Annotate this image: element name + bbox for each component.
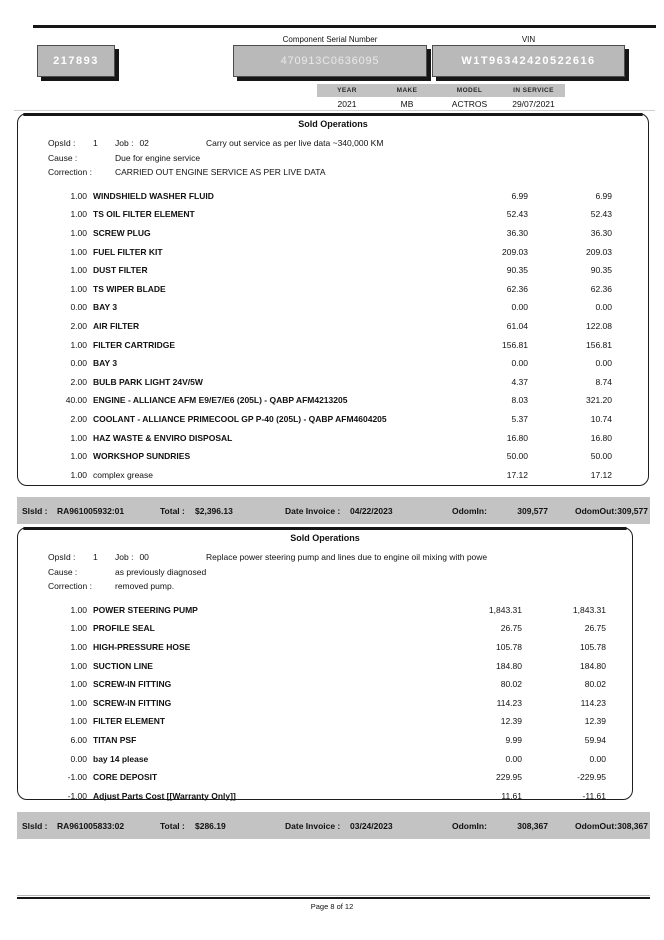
slsid-value: RA961005932:01 [57, 505, 125, 516]
job-label: Job : [115, 552, 134, 562]
item-description: BAY 3 [93, 358, 118, 369]
item-unit-price: 80.02 [500, 679, 522, 690]
item-description: SUCTION LINE [93, 660, 153, 671]
item-unit-price: 105.78 [496, 641, 522, 652]
item-quantity: 1.00 [70, 209, 87, 220]
item-row [18, 693, 632, 712]
item-unit-price: 184.80 [496, 660, 522, 671]
item-quantity: 40.00 [65, 395, 87, 406]
correction-value: CARRIED OUT ENGINE SERVICE AS PER LIVE DATA [115, 167, 326, 177]
correction-value: removed pump. [115, 581, 175, 591]
item-row [18, 712, 632, 731]
item-total-price: 184.80 [580, 660, 606, 671]
item-total-price: 90.35 [590, 265, 612, 276]
item-row [18, 601, 632, 620]
item-description: ENGINE - ALLIANCE AFM E9/E7/E6 (205L) - QABP AFM4213205 [93, 395, 348, 406]
correction-label: Correction : [48, 581, 92, 591]
item-total-price: 0.00 [589, 753, 606, 764]
item-quantity: 1.00 [70, 432, 87, 443]
item-quantity: 1.00 [70, 469, 87, 480]
item-description: FUEL FILTER KIT [93, 246, 163, 257]
item-total-price: 0.00 [595, 302, 612, 313]
section-title: Sold Operations [298, 119, 368, 129]
item-quantity: 1.00 [70, 265, 87, 276]
opsid-value: 1 [93, 138, 98, 148]
item-quantity: 1.00 [70, 283, 87, 294]
opsid-row [18, 136, 648, 151]
item-description: FILTER CARTRIDGE [93, 339, 176, 350]
date-invoice-label: Date Invoice : [285, 820, 341, 831]
total-label: Total : [160, 820, 185, 831]
date-invoice-value: 04/22/2023 [350, 505, 393, 516]
item-description: POWER STEERING PUMP [93, 604, 198, 615]
item-row [18, 447, 648, 466]
item-total-price: 36.30 [590, 227, 612, 238]
item-description: SCREW-IN FITTING [93, 697, 172, 708]
item-total-price: 321.20 [586, 395, 612, 406]
unit-number-value: 217893 [53, 55, 99, 67]
item-quantity: 0.00 [70, 358, 87, 369]
item-row [18, 205, 648, 224]
item-description: FILTER ELEMENT [93, 716, 166, 727]
slsid-label: SlsId : [22, 505, 48, 516]
item-unit-price: 156.81 [502, 339, 528, 350]
vin-value: W1T96342420522616 [461, 55, 596, 67]
slsid-value: RA961005833:02 [57, 820, 125, 831]
item-description: HIGH-PRESSURE HOSE [93, 641, 191, 652]
item-row [18, 619, 632, 638]
item-row [18, 335, 648, 354]
operation-meta [18, 136, 648, 180]
item-row [18, 410, 648, 429]
item-description: COOLANT - ALLIANCE PRIMECOOL GP P-40 (205L) - QABP AFM4604205 [93, 413, 387, 424]
item-description: SCREW PLUG [93, 227, 151, 238]
item-unit-price: 9.99 [505, 734, 522, 745]
item-quantity: -1.00 [67, 772, 87, 783]
invoice-summary-bar-1 [17, 497, 650, 524]
footer-rule-gray [17, 895, 650, 896]
item-unit-price: 0.00 [511, 302, 528, 313]
item-total-price: 1,843.31 [572, 604, 606, 615]
sold-operations-section-2 [17, 527, 633, 800]
component-serial-box [233, 45, 427, 77]
item-description: AIR FILTER [93, 320, 140, 331]
item-total-price: 114.23 [580, 697, 606, 708]
item-row [18, 749, 632, 768]
invoice-summary-bar-2 [17, 812, 650, 839]
item-row [18, 428, 648, 447]
cause-value: as previously diagnosed [115, 566, 207, 577]
job-label: Job : [115, 138, 134, 148]
item-description: TS OIL FILTER ELEMENT [93, 209, 195, 220]
footer-rule-black [17, 897, 650, 899]
item-total-price: 62.36 [590, 283, 612, 294]
cause-value: Due for engine service [115, 152, 201, 163]
item-description: SCREW-IN FITTING [93, 679, 172, 690]
correction-row [18, 579, 632, 594]
item-total-price: 209.03 [586, 246, 612, 257]
item-quantity: 1.00 [70, 190, 87, 201]
item-unit-price: 12.39 [500, 716, 522, 727]
opsid-value: 1 [93, 552, 98, 562]
item-row [18, 638, 632, 657]
vehicle-col-make: MAKE [396, 87, 418, 94]
item-total-price: -229.95 [577, 772, 606, 783]
item-unit-price: 50.00 [506, 451, 528, 462]
item-total-price: 80.02 [584, 679, 606, 690]
item-quantity: 1.00 [70, 697, 87, 708]
item-quantity: 1.00 [70, 679, 87, 690]
item-quantity: -1.00 [67, 790, 87, 801]
date-invoice-label: Date Invoice : [285, 505, 341, 516]
date-invoice-value: 03/24/2023 [350, 820, 393, 831]
items-list [18, 187, 648, 485]
item-row [18, 675, 632, 694]
item-row [18, 187, 648, 206]
item-total-price: 16.80 [590, 432, 612, 443]
vehicle-info-table [317, 84, 565, 111]
vehicle-col-model: MODEL [456, 87, 483, 94]
item-total-price: 156.81 [586, 339, 612, 350]
item-total-price: 10.74 [590, 413, 612, 424]
item-row [18, 279, 648, 298]
item-unit-price: 1,843.31 [488, 604, 522, 615]
item-description: PROFILE SEAL [93, 623, 155, 634]
item-quantity: 1.00 [70, 246, 87, 257]
item-row [18, 391, 648, 410]
vehicle-col-year: YEAR [337, 87, 357, 94]
job-description: Replace power steering pump and lines due to engine oil mixing with powe [206, 552, 488, 562]
item-quantity: 1.00 [70, 660, 87, 671]
item-unit-price: 61.04 [506, 320, 528, 331]
cause-row [18, 565, 632, 580]
item-description: WINDSHIELD WASHER FLUID [93, 190, 214, 201]
correction-row [18, 165, 648, 180]
component-serial-label: Component Serial Number [282, 35, 378, 44]
item-unit-price: 17.12 [506, 469, 528, 480]
item-unit-price: 16.80 [506, 432, 528, 443]
item-row [18, 656, 632, 675]
cause-label: Cause : [48, 152, 78, 163]
item-unit-price: 209.03 [502, 246, 528, 257]
item-total-price: 12.39 [584, 716, 606, 727]
item-row [18, 224, 648, 243]
item-row [18, 354, 648, 373]
item-total-price: 122.08 [586, 320, 612, 331]
page-number: Page 8 of 12 [310, 902, 354, 911]
item-row [18, 465, 648, 484]
total-label: Total : [160, 505, 185, 516]
cause-row [18, 151, 648, 166]
correction-label: Correction : [48, 167, 92, 177]
item-quantity: 1.00 [70, 716, 87, 727]
job-value: 00 [139, 552, 149, 562]
item-quantity: 1.00 [70, 227, 87, 238]
item-quantity: 2.00 [70, 320, 87, 331]
item-row [18, 298, 648, 317]
item-description: CORE DEPOSIT [93, 772, 158, 783]
item-quantity: 2.00 [70, 376, 87, 387]
item-total-price: 6.99 [595, 190, 612, 201]
item-unit-price: 0.00 [511, 358, 528, 369]
opsid-row [18, 550, 632, 565]
item-unit-price: 52.43 [506, 209, 528, 220]
odom-out-value: 308,367 [617, 820, 648, 831]
odom-out-label: OdomOut: [575, 505, 618, 516]
item-unit-price: 8.03 [511, 395, 528, 406]
item-quantity: 1.00 [70, 339, 87, 350]
vehicle-col-in-service: IN SERVICE [513, 87, 554, 94]
item-row [18, 317, 648, 336]
vehicle-in-service: 29/07/2021 [512, 99, 555, 109]
odom-in-label: OdomIn: [452, 505, 487, 516]
slsid-label: SlsId : [22, 820, 48, 831]
top-rule [33, 25, 656, 28]
item-row [18, 786, 632, 805]
item-description: DUST FILTER [93, 265, 148, 276]
odom-out-label: OdomOut: [575, 820, 618, 831]
vehicle-model: ACTROS [451, 99, 488, 109]
vin-box [432, 45, 625, 77]
item-unit-price: 0.00 [505, 753, 522, 764]
item-description: Adjust Parts Cost [[Warranty Only]] [93, 790, 236, 801]
item-description: bay 14 please [93, 753, 149, 764]
item-quantity: 6.00 [70, 734, 87, 745]
header-divider [14, 110, 655, 111]
item-total-price: 50.00 [590, 451, 612, 462]
unit-number-box [37, 45, 115, 77]
item-row [18, 242, 648, 261]
total-value: $2,396.13 [195, 505, 233, 516]
item-quantity: 2.00 [70, 413, 87, 424]
item-row [18, 261, 648, 280]
item-quantity: 1.00 [70, 604, 87, 615]
component-serial-value: 470913C0636095 [280, 55, 380, 67]
item-total-price: 8.74 [595, 376, 612, 387]
item-unit-price: 6.99 [511, 190, 528, 201]
item-description: complex grease [93, 469, 154, 480]
odom-in-value: 308,367 [517, 820, 548, 831]
items-list [18, 601, 632, 806]
item-total-price: 0.00 [595, 358, 612, 369]
cause-label: Cause : [48, 566, 78, 577]
section-title: Sold Operations [290, 533, 360, 543]
item-row [18, 372, 648, 391]
vehicle-year: 2021 [337, 99, 357, 109]
item-description: WORKSHOP SUNDRIES [93, 451, 191, 462]
item-description: TS WIPER BLADE [93, 283, 166, 294]
item-total-price: 17.12 [590, 469, 612, 480]
item-unit-price: 62.36 [506, 283, 528, 294]
item-description: HAZ WASTE & ENVIRO DISPOSAL [93, 432, 233, 443]
job-description: Carry out service as per live data ~340,000 KM [206, 138, 384, 148]
operation-meta [18, 550, 632, 594]
item-quantity: 1.00 [70, 451, 87, 462]
total-value: $286.19 [195, 820, 226, 831]
item-total-price: 52.43 [590, 209, 612, 220]
vehicle-info-values-row [317, 97, 565, 111]
item-row [18, 731, 632, 750]
item-unit-price: 5.37 [511, 413, 528, 424]
item-unit-price: 90.35 [506, 265, 528, 276]
odom-in-label: OdomIn: [452, 820, 487, 831]
opsid-label: OpsId : [48, 138, 76, 148]
odom-in-value: 309,577 [517, 505, 548, 516]
vin-label: VIN [521, 35, 536, 44]
item-unit-price: 114.23 [496, 697, 522, 708]
item-unit-price: 4.37 [511, 376, 528, 387]
item-total-price: 26.75 [584, 623, 606, 634]
vehicle-info-header-row [317, 84, 565, 97]
job-value: 02 [139, 138, 149, 148]
vehicle-make: MB [400, 99, 414, 109]
item-quantity: 1.00 [70, 623, 87, 634]
item-quantity: 1.00 [70, 641, 87, 652]
item-description: TITAN PSF [93, 734, 137, 745]
opsid-label: OpsId : [48, 552, 76, 562]
item-total-price: 59.94 [584, 734, 606, 745]
item-description: BAY 3 [93, 302, 118, 313]
item-total-price: -11.61 [582, 790, 606, 801]
item-total-price: 105.78 [580, 641, 606, 652]
item-unit-price: 26.75 [500, 623, 522, 634]
item-quantity: 0.00 [70, 753, 87, 764]
item-unit-price: 229.95 [496, 772, 522, 783]
item-row [18, 768, 632, 787]
item-unit-price: 11.61 [501, 790, 522, 801]
odom-out-value: 309,577 [617, 505, 648, 516]
sold-operations-section-1 [17, 113, 649, 486]
item-unit-price: 36.30 [506, 227, 528, 238]
item-description: BULB PARK LIGHT 24V/5W [93, 376, 203, 387]
item-quantity: 0.00 [70, 302, 87, 313]
